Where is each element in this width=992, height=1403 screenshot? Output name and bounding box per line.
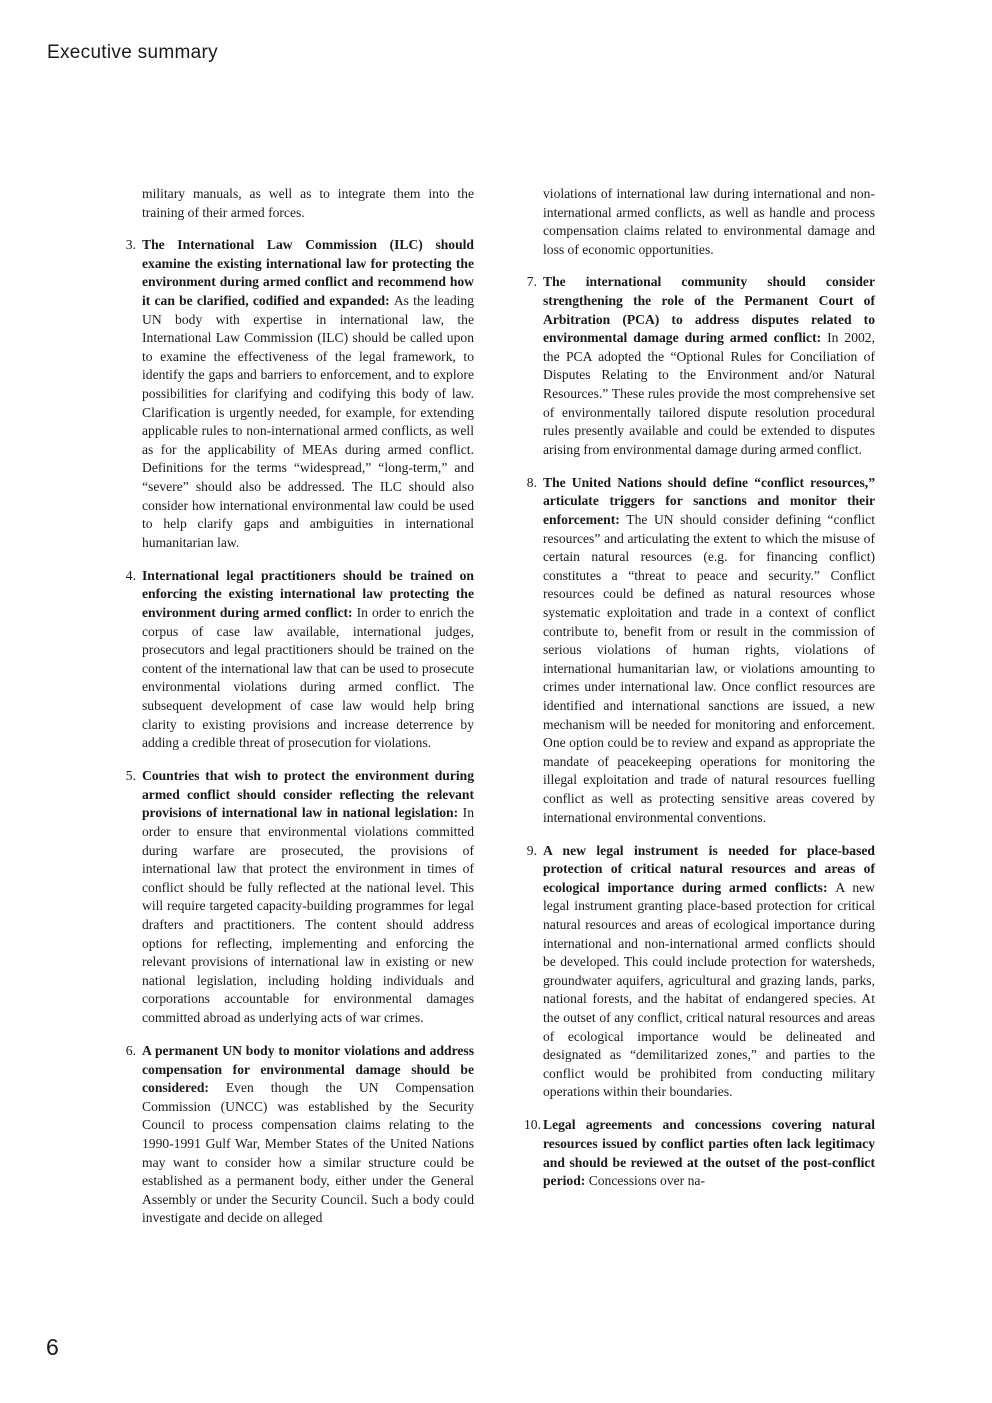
recommendation-number: 3. — [125, 237, 136, 253]
page-number: 6 — [46, 1334, 59, 1360]
recommendation-body: In 2002, the PCA adopted the “Optional Rules for Conciliation of Disputes Relating to the Environment and/or Natural Resources.” These rules provide the most comprehensive set of environmentally tailored dispute resolution procedural rules presently available and could be extended to disputes arising from environmental damage during armed conflict. — [543, 330, 875, 457]
recommendation-number: 8. — [526, 474, 537, 490]
recommendation-body: A new legal instrument granting place-based protection for critical natural resources and areas of ecological importance during international and non-international armed conflicts should be developed. This could include protection for watersheds, groundwater aquifers, agricultural and grazing lands, parks, national forests, and the habitat of endangered species. At the outset of any conflict, critical natural resources and areas of ecological importance would be delineated and designated as “demilitarized zones,” and parties to the conflict would be prohibited from conducting military operations within their boundaries. — [543, 879, 875, 1100]
recommendation-9 — [526, 842, 875, 1102]
continued-paragraph: military manuals, as well as to integrate them into the training of their armed forces. — [142, 186, 474, 220]
recommendation-number: 7. — [526, 274, 537, 290]
recommendation-body: As the leading UN body with expertise in international law, the International Law Commission (ILC) should be called upon to examine the effectiveness of the legal framework, to identify the gaps and barriers to enforcement, and to explore possibilities for clarifying and codifying this body of law. Clarification is urgently needed, for example, for extending applicable rules to non-international armed conflicts, as well as for the applicability of MEAs during armed conflict. Definitions for the terms “widespread,” “long-term,” and “severe” should also be addressed. The ILC should also consider how international environmental law could be used to help clarify gaps and ambiguities in international humanitarian law. — [142, 292, 474, 550]
recommendation-8 — [526, 474, 875, 827]
recommendation-body: In order to enrich the corpus of case law available, international judges, prosecutors and legal practitioners should be trained on the content of the international law that can be used to prosecute environmental violations during armed conflict. The subsequent development of case law would help bring clarity to existing provisions and increase deterrence by adding a credible threat of prosecution for violations. — [142, 604, 474, 751]
recommendation-number: 10. — [524, 1117, 541, 1133]
recommendation-title: A new legal instrument is needed for place-based protection of critical natural resources and areas of ecological importance during armed conflicts: — [543, 842, 875, 895]
recommendation-10 — [524, 1116, 875, 1190]
recommendation-number: 6. — [125, 1043, 136, 1059]
recommendation-6 — [125, 1042, 474, 1228]
recommendation-body: In order to ensure that environmental violations committed during warfare are prosecuted, the provisions of international law that protect the environment in times of conflict should be fully reflected at the national level. This will require targeted capacity-building programmes for legal drafters and practitioners. The content should address options for reflecting, implementing and enforcing the relevant provisions of international law in existing or new national legislation, including holding individuals and corporations accountable for environmental damages committed abroad as underlying acts of war crimes. — [142, 805, 474, 1025]
recommendation-title: The International Law Commission (ILC) should examine the existing international law for protecting the environment during armed conflict and recommend how it can be clarified, codified and expanded: — [142, 237, 474, 308]
recommendation-5 — [125, 767, 474, 1027]
recommendation-3 — [125, 236, 474, 552]
recommendation-title: The United Nations should define “conflict resources,” articulate triggers for sanctions and monitor their enforcement: — [543, 474, 875, 527]
left-column — [125, 185, 474, 1242]
recommendation-body: Concessions over na- — [588, 1173, 705, 1189]
recommendation-title: The international community should consider strengthening the role of the Permanent Court of Arbitration (PCA) to address disputes related to environmental damage during armed conflict: — [543, 274, 875, 346]
recommendation-body: Even though the UN Compensation Commission (UNCC) was established by the Security Council to process compensation claims relating to the 1990-1991 Gulf War, Member States of the United Nations may want to consider how a similar structure could be established as a permanent body, either under the General Assembly or under the Security Council. Such a body could investigate and decide on alleged — [142, 1080, 474, 1226]
recommendation-title: Legal agreements and concessions covering natural resources issued by conflict parties often lack legitimacy and should be reviewed at the outset of the post-conflict period: — [543, 1117, 875, 1189]
recommendation-7 — [526, 273, 875, 459]
recommendation-number: 4. — [125, 567, 136, 583]
right-column — [524, 185, 875, 1205]
recommendation-number: 9. — [526, 842, 537, 858]
recommendation-title: Countries that wish to protect the environment during armed conflict should consider reflecting the relevant provisions of international law in national legislation: — [142, 768, 474, 821]
continued-paragraph: violations of international law during international and non-international armed conflicts, as well as handle and process compensation claims related to environmental damage and loss of economic opportunities. — [543, 186, 875, 257]
recommendation-title: International legal practitioners should be trained on enforcing the existing international law protecting the environment during armed conflict: — [142, 567, 474, 620]
recommendation-4 — [125, 567, 474, 753]
recommendation-body: The UN should consider defining “conflict resources” and articulating the extent to which the misuse of certain natural resources (e.g. for financing conflict) constitutes a “threat to peace and security.” Conflict resources could be defined as natural resources whose systematic exploitation and trade in a context of conflict contribute to, benefit from or result in the commission of serious violations of human rights, violations of international humanitarian law, or violations amounting to crimes under international law. Once conflict resources are identified and international sanctions are issued, a new mechanism will be needed for monitoring and enforcement. One option could be to review and expand as appropriate the mandate of peacekeeping operations for monitoring the illegal exploitation and trade of natural resources fuelling conflict as well as protecting sensitive areas covered by international environmental conventions. — [543, 512, 875, 825]
running-header-title: Executive summary — [47, 42, 218, 63]
recommendation-number: 5. — [125, 768, 136, 784]
recommendation-title: A permanent UN body to monitor violations and address compensation for environmental damage should be considered: — [142, 1043, 474, 1096]
